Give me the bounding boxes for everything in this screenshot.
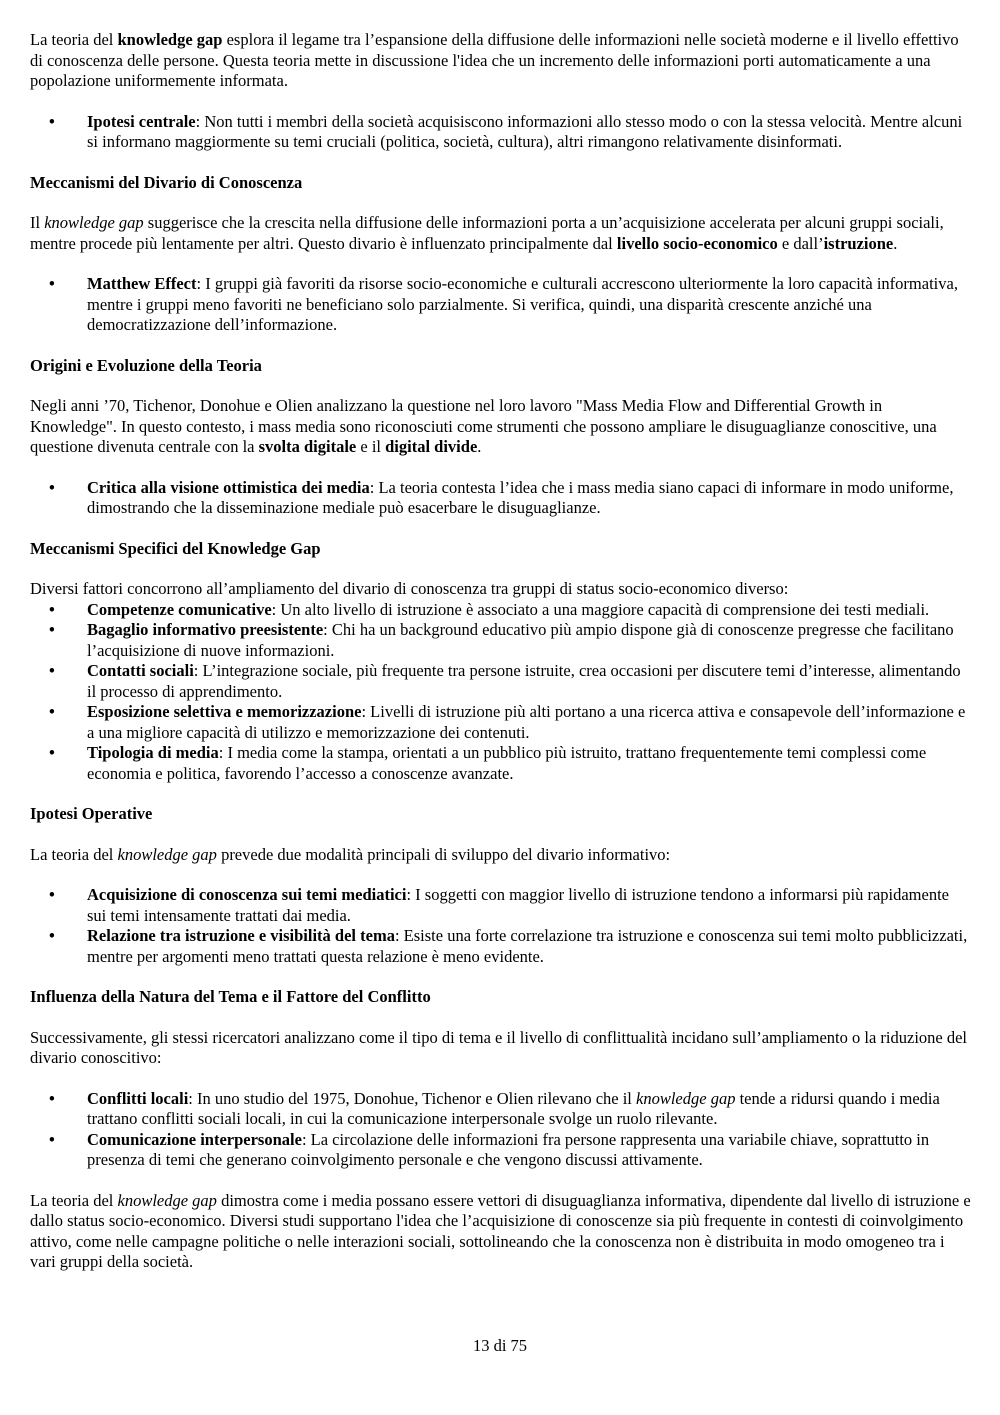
bold-term: digital divide [385,437,478,456]
section-heading: Influenza della Natura del Tema e il Fattore del Conflitto [30,987,431,1006]
bullet-icon: • [49,477,55,497]
text-run: . [477,437,482,456]
text-run: tende a ridursi quando i media trattano conflitti sociali locali, in cui la comunicazione interpersonale svolge un ruolo rilevante. [87,1088,940,1128]
bold-term: Critica alla visione ottimistica dei media [87,477,370,497]
page-number: 13 di 75 [472,1336,528,1355]
bold-term: Ipotesi centrale [87,111,196,131]
list-item [30,702,972,743]
bullet-icon: • [49,620,55,639]
text-run: esplora il legame tra l’espansione della diffusione delle informazioni nelle società moderne e il livello effettivo di conoscenza delle persone. Questa teoria mette in discussione l'idea che un incremento delle informazioni porti automaticamente a una popolazione uniformemente informata. [30,30,959,90]
bold-term: Matthew Effect [87,274,197,293]
list-item [30,885,972,926]
bold-term: istruzione [823,233,894,253]
text-run: prevede due modalità principali di sviluppo del divario informativo: [216,844,671,864]
text-run: La teoria del [30,1190,118,1210]
text-run: La teoria del [30,844,118,864]
paragraph: Diversi fattori concorrono all’ampliamento del divario di conoscenza tra gruppi di status socio-economico diverso: [30,579,789,598]
bold-term: Acquisizione di conoscenza sui temi mediatici [87,885,407,904]
bold-term: Comunicazione interpersonale [87,1129,302,1149]
bold-term: svolta digitale [258,437,357,456]
text-run: Il [30,213,45,232]
text-run: suggerisce che la crescita nella diffusione delle informazioni porta a un’acquisizione accelerata per alcuni gruppi sociali, mentre procede più lentamente per altri. Questo divario è influenzato principalmente dal [30,213,944,253]
bullet-list [30,112,972,153]
bold-term: Relazione tra istruzione e visibilità del tema [87,926,395,945]
text-run: : Chi ha un background educativo più ampio dispone già di conoscenze pregresse che facilitano l’acquisizione di nuove informazioni. [87,620,954,660]
italic-term: knowledge gap [117,1190,217,1210]
list-item [30,274,972,336]
section-heading: Meccanismi del Divario di Conoscenza [30,172,303,192]
list-item [30,1130,972,1171]
paragraph [30,845,972,866]
bold-term: Tipologia di media [87,743,219,762]
section-heading: Ipotesi Operative [30,804,153,823]
text-run: : I media come la stampa, orientati a un pubblico più istruito, trattano frequentemente temi complessi come economia e politica, favorendo l’accesso a conoscenze avanzate. [87,743,927,783]
text-run: : La teoria contesta l’idea che i mass media siano capaci di informare in modo uniforme, dimostrando che la disseminazione mediale può esacerbare le disuguaglianze. [87,477,954,517]
italic-term: knowledge gap [636,1088,736,1108]
text-run: : I soggetti con maggior livello di istruzione tendono a informarsi più rapidamente sui temi intensamente trattati dai media. [87,885,949,925]
italic-term: knowledge gap [44,213,144,232]
list-item [30,600,972,621]
list-item [30,112,972,153]
list-item [30,1089,972,1130]
bold-term: Competenze comunicative [87,599,272,619]
list-item [30,661,972,702]
text-run: : Un alto livello di istruzione è associato a una maggiore capacità di comprensione dei testi mediali. [271,599,930,619]
bullet-list [30,478,972,519]
paragraph [30,396,972,458]
paragraph: Successivamente, gli stessi ricercatori analizzano come il tipo di tema e il livello di conflittualità incidano sull’ampliamento o la riduzione del divario conoscitivo: [30,1027,968,1067]
bullet-list [30,885,972,967]
section-heading: Origini e Evoluzione della Teoria [30,355,262,375]
paragraph [30,213,972,254]
bold-term: livello socio-economico [616,233,778,253]
bold-term: Contatti sociali [87,661,194,680]
bullet-list [30,274,972,336]
conclusion-paragraph [30,1191,972,1273]
bullet-icon: • [49,111,55,131]
list-item [30,478,972,519]
list-item [30,926,972,967]
text-run: : Esiste una forte correlazione tra istruzione e conoscenza sui temi molto pubblicizzati, mentre per argomenti meno trattati questa relazione è meno evidente. [87,926,968,966]
bullet-list [30,1089,972,1171]
text-run: . [893,233,898,253]
text-run: La teoria del [30,30,118,49]
bullet-icon: • [49,1129,55,1149]
text-run: : Non tutti i membri della società acquisiscono informazioni allo stesso modo o con la stessa velocità. Mentre alcuni si informano maggiormente su temi cruciali (politica, società, cultura), altri rimangono relativamente disinformati. [87,111,963,151]
intro-paragraph [30,30,972,92]
list-item [30,620,972,661]
text-run: : I gruppi già favoriti da risorse socio-economiche e culturali accrescono ulteriormente la loro capacità informativa, mentre i gruppi meno favoriti ne beneficiano solo parzialmente. Si verifica, quindi, una disparità crescente anziché una democratizzazione dell’informazione. [87,274,958,334]
bold-term: Conflitti locali [87,1088,189,1108]
section-heading: Meccanismi Specifici del Knowledge Gap [30,538,321,558]
bullet-icon: • [49,274,55,293]
text-run: : In uno studio del 1975, Donohue, Tichenor e Olien rilevano che il [188,1088,637,1108]
text-run: dimostra come i media possano essere vettori di disuguaglianza informativa, dipendente dal livello di istruzione e dallo status socio-economico. Diversi studi supportano l'idea che l’acquisizione di conoscenze sia più frequente in contesti di coinvolgimento attivo, come nelle campagne politiche o nelle interazioni sociali, sottolineando che la conoscenza non è distribuita in modo omogeneo tra i vari gruppi della società. [30,1190,971,1271]
document-page [30,30,972,1293]
text-run: Negli anni ’70, Tichenor, Donohue e Olien analizzano la questione nel loro lavoro "Mass Media Flow and Differential Growth in Knowledge". In questo contesto, i mass media sono riconosciuti come strumenti che possono ampliare le disuguaglianze conoscitive, una questione divenuta centrale con la [30,396,937,456]
text-run: : La circolazione delle informazioni fra persone rappresenta una variabile chiave, soprattutto in presenza di temi che generano coinvolgimento personale e che vengono discussi attivamente. [87,1129,930,1169]
bold-term: knowledge gap [117,30,223,49]
text-run: : L’integrazione sociale, più frequente tra persone istruite, crea occasioni per discutere temi d’interesse, alimentando il processo di apprendimento. [87,661,961,701]
italic-term: knowledge gap [117,844,217,864]
bold-term: Bagaglio informativo preesistente [87,620,324,639]
bullet-icon: • [49,926,55,945]
bullet-icon: • [49,702,55,721]
bullet-icon: • [49,599,55,619]
bullet-icon: • [49,661,55,680]
bullet-icon: • [49,885,55,904]
bullet-list [30,600,972,785]
text-run: e il [356,437,386,456]
bullet-icon: • [49,1088,55,1108]
text-run: e dall’ [777,233,824,253]
bullet-icon: • [49,743,55,762]
bold-term: Esposizione selettiva e memorizzazione [87,702,362,721]
list-item [30,743,972,784]
text-run: : Livelli di istruzione più alti portano a una ricerca attiva e consapevole dell’informazione e a una migliore capacità di utilizzo e memorizzazione dei contenuti. [87,702,966,742]
